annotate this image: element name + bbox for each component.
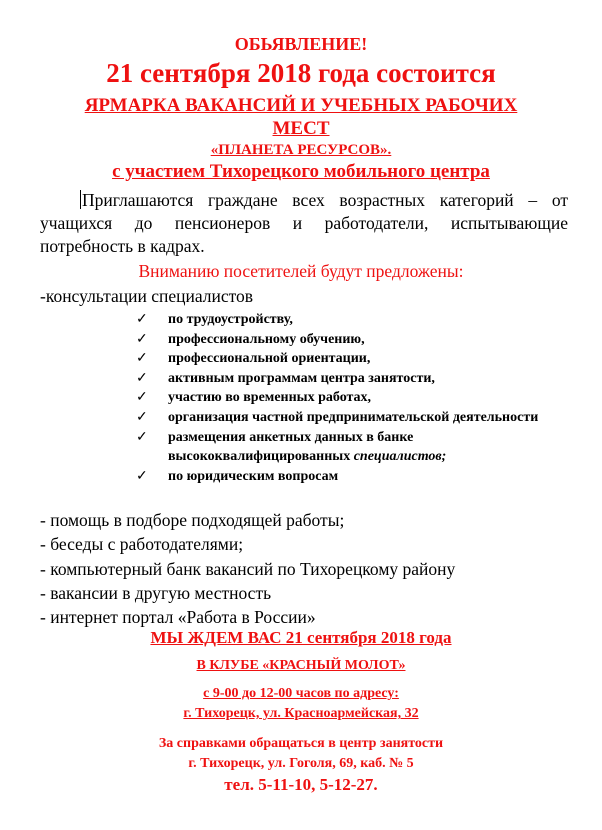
list-item: ✓ организация частной предпринимательской деятельности [136, 408, 556, 428]
event-title-line2: МЕСТ [272, 118, 330, 139]
event-title-line1: ЯРМАРКА ВАКАНСИЙ И УЧЕБНЫХ РАБОЧИХ [84, 95, 518, 116]
text-cursor [80, 190, 81, 209]
check-icon: ✓ [136, 409, 148, 425]
check-icon: ✓ [136, 468, 148, 484]
address-line: г. Тихорецк, ул. Красноармейская, 32 [183, 706, 419, 721]
inquiries-line: За справками обращаться в центр занятости [158, 736, 444, 751]
intro-paragraph [40, 189, 568, 258]
participation-line: с участием Тихорецкого мобильного центра [112, 161, 490, 182]
announcement-title: ОБЬЯВЛЕНИЕ! [234, 34, 368, 54]
list-item: ✓ по трудоустройству, [136, 310, 556, 330]
list-item: ✓ по юридическим вопросам [136, 467, 556, 487]
check-icon: ✓ [136, 370, 148, 386]
check-icon: ✓ [136, 312, 148, 327]
phones-line: тел. 5-11-10, 5-12-27. [224, 775, 378, 794]
check-icon: ✓ [136, 429, 148, 445]
event-date-line: 21 сентября 2018 года состоится [106, 58, 496, 88]
list-item: ✓ профессиональной ориентации, [136, 349, 556, 369]
service-item: - вакансии в другую местность [40, 583, 272, 603]
list-item: ✓ размещения анкетных данных в банке высококвалифицированных специалистов; [136, 429, 447, 465]
offers-heading: Вниманию посетителей будут предложены: [138, 261, 464, 281]
check-icon: ✓ [136, 351, 148, 367]
service-item: - беседы с работодателями; [40, 534, 244, 554]
list-item: ✓ профессиональному обучению, [136, 330, 556, 350]
service-item: - помощь в подборе подходящей работы; [40, 510, 345, 530]
check-icon: ✓ [136, 390, 148, 406]
time-line: с 9-00 до 12-00 часов по адресу: [203, 686, 399, 701]
wait-line: МЫ ЖДЕМ ВАС 21 сентября 2018 года [150, 628, 452, 647]
consult-list [136, 310, 556, 486]
service-item: - компьютерный банк вакансий по Тихорецкому району [40, 559, 456, 579]
check-icon: ✓ [136, 331, 148, 347]
event-name: «ПЛАНЕТА РЕСУРСОВ». [210, 142, 392, 158]
list-item: ✓ активным программам центра занятости, [136, 369, 556, 389]
service-item: - интернет портал «Работа в России» [40, 607, 316, 627]
club-line: В КЛУБЕ «КРАСНЫЙ МОЛОТ» [196, 658, 406, 673]
intro-text: Приглашаются граждане всех возрастных категорий – от учащихся до пенсионеров и работодатели, испытывающие потребность в кадрах. [40, 190, 568, 256]
center-address-line: г. Тихорецк, ул. Гоголя, 69, каб. № 5 [188, 756, 414, 771]
consult-label: -консультации специалистов [40, 286, 254, 306]
list-item: ✓ участию во временных работах, [136, 388, 556, 408]
